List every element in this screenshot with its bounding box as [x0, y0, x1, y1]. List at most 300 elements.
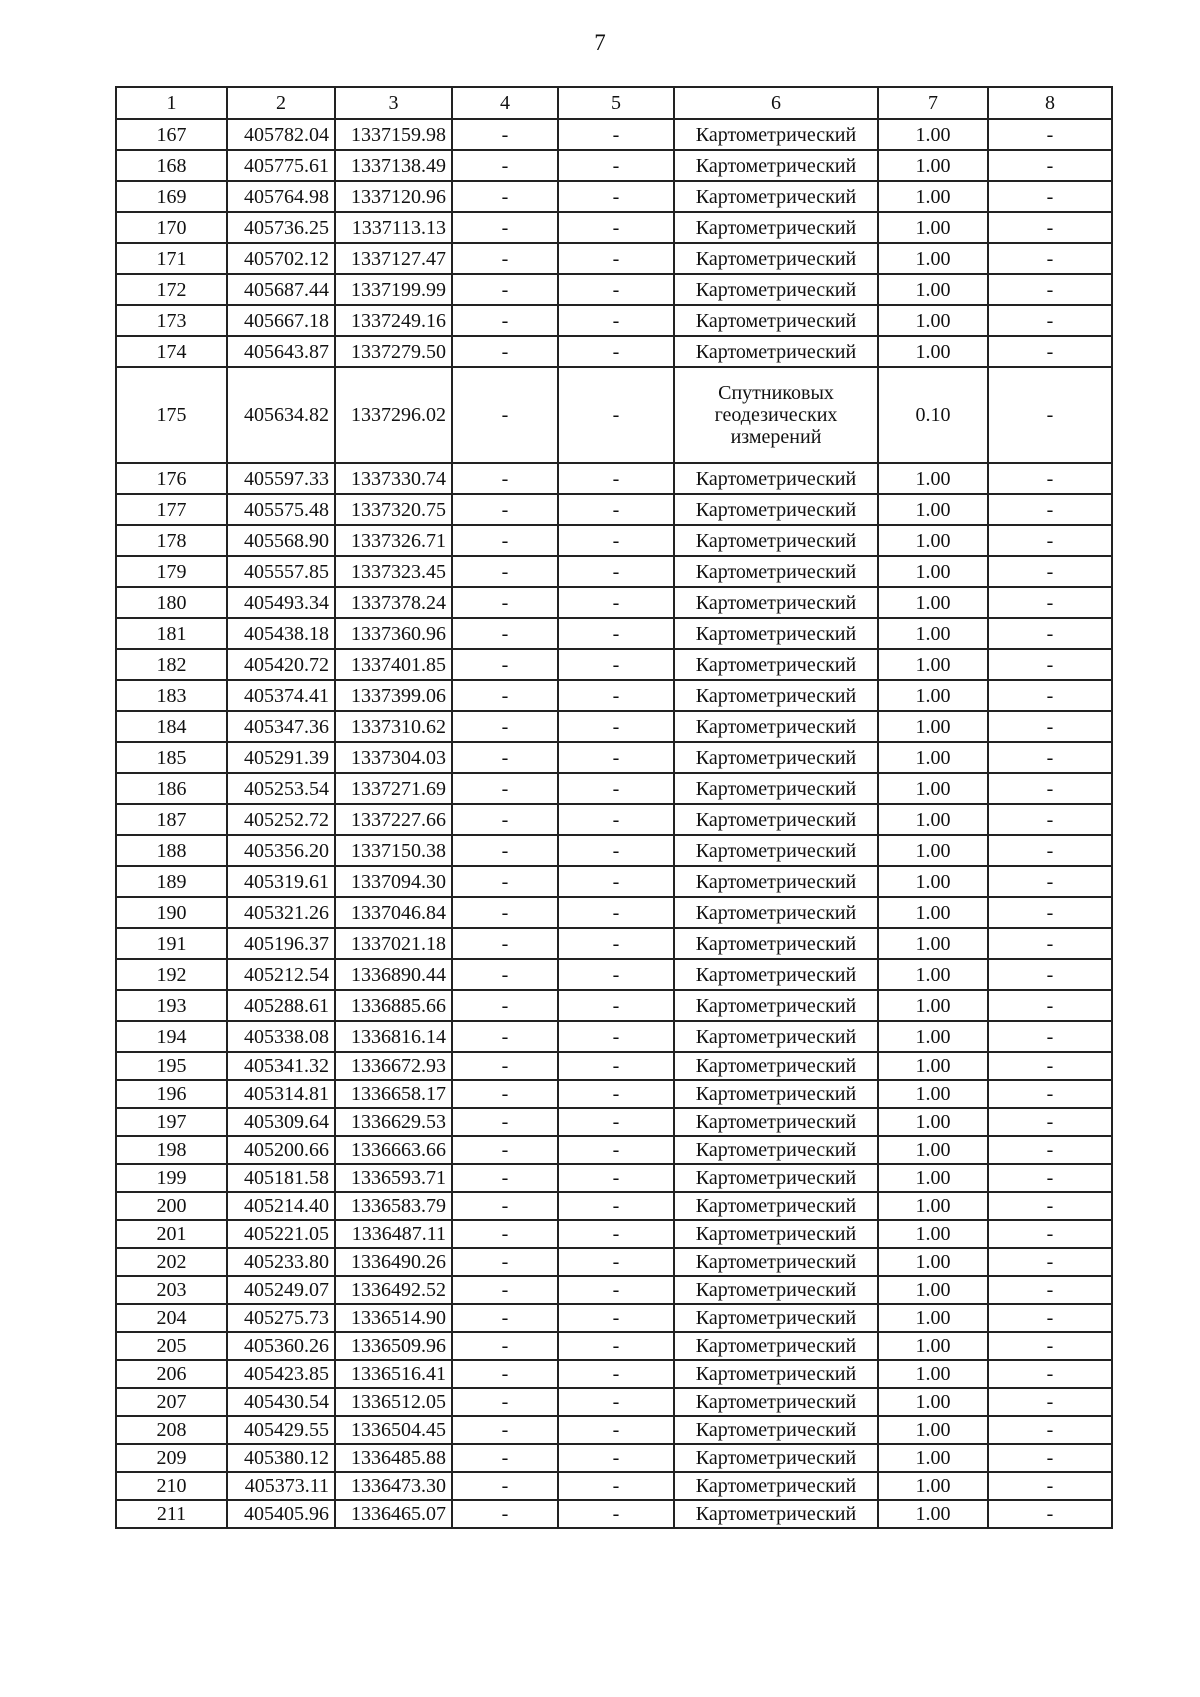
x-coordinate-cell: 405221.05	[227, 1220, 335, 1248]
coordinates-table-body	[116, 87, 1112, 1528]
x-coordinate-cell: 405782.04	[227, 119, 335, 150]
point-number-cell: 208	[116, 1416, 227, 1444]
method-cell: Картометрический	[674, 1332, 878, 1360]
method-cell: Картометрический	[674, 680, 878, 711]
x-coordinate-cell: 405405.96	[227, 1500, 335, 1528]
method-cell: Картометрический	[674, 1276, 878, 1304]
point-number-cell: 193	[116, 990, 227, 1021]
method-cell: Картометрический	[674, 1416, 878, 1444]
x-coordinate-cell: 405420.72	[227, 649, 335, 680]
table-row	[116, 587, 1112, 618]
col8-cell: -	[988, 494, 1112, 525]
y-coordinate-cell: 1336487.11	[335, 1220, 452, 1248]
x-coordinate-cell: 405634.82	[227, 367, 335, 463]
col8-cell: -	[988, 556, 1112, 587]
col5-cell: -	[558, 1192, 674, 1220]
x-coordinate-cell: 405764.98	[227, 181, 335, 212]
y-coordinate-cell: 1336490.26	[335, 1248, 452, 1276]
col4-cell: -	[452, 1248, 558, 1276]
col4-cell: -	[452, 150, 558, 181]
method-cell: Картометрический	[674, 773, 878, 804]
accuracy-cell: 1.00	[878, 804, 988, 835]
col8-cell: -	[988, 463, 1112, 494]
table-row	[116, 1360, 1112, 1388]
point-number-cell: 180	[116, 587, 227, 618]
col8-cell: -	[988, 928, 1112, 959]
x-coordinate-cell: 405702.12	[227, 243, 335, 274]
accuracy-cell: 1.00	[878, 618, 988, 649]
col8-cell: -	[988, 1416, 1112, 1444]
x-coordinate-cell: 405249.07	[227, 1276, 335, 1304]
method-cell: Картометрический	[674, 804, 878, 835]
method-cell: Картометрический	[674, 1164, 878, 1192]
col8-cell: -	[988, 1192, 1112, 1220]
accuracy-cell: 1.00	[878, 1500, 988, 1528]
x-coordinate-cell: 405736.25	[227, 212, 335, 243]
col4-cell: -	[452, 1164, 558, 1192]
col8-cell: -	[988, 119, 1112, 150]
col5-cell: -	[558, 1276, 674, 1304]
col5-cell: -	[558, 1304, 674, 1332]
col5-cell: -	[558, 494, 674, 525]
method-cell: Картометрический	[674, 1192, 878, 1220]
y-coordinate-cell: 1337046.84	[335, 897, 452, 928]
method-cell: Картометрический	[674, 556, 878, 587]
col4-cell: -	[452, 367, 558, 463]
point-number-cell: 176	[116, 463, 227, 494]
y-coordinate-cell: 1337127.47	[335, 243, 452, 274]
col4-cell: -	[452, 1220, 558, 1248]
y-coordinate-cell: 1336516.41	[335, 1360, 452, 1388]
x-coordinate-cell: 405667.18	[227, 305, 335, 336]
method-cell: Картометрический	[674, 212, 878, 243]
method-cell: Картометрический	[674, 336, 878, 367]
col5-cell: -	[558, 119, 674, 150]
col4-cell: -	[452, 1276, 558, 1304]
col5-cell: -	[558, 243, 674, 274]
col5-cell: -	[558, 649, 674, 680]
table-row	[116, 928, 1112, 959]
point-number-cell: 181	[116, 618, 227, 649]
accuracy-cell: 1.00	[878, 1192, 988, 1220]
point-number-cell: 202	[116, 1248, 227, 1276]
col8-cell: -	[988, 1220, 1112, 1248]
col8-cell: -	[988, 773, 1112, 804]
accuracy-cell: 1.00	[878, 463, 988, 494]
col8-cell: -	[988, 742, 1112, 773]
table-row	[116, 1416, 1112, 1444]
col8-cell: -	[988, 1052, 1112, 1080]
method-cell: Картометрический	[674, 866, 878, 897]
col4-cell: -	[452, 1360, 558, 1388]
point-number-cell: 174	[116, 336, 227, 367]
col4-cell: -	[452, 1021, 558, 1052]
table-row	[116, 1304, 1112, 1332]
point-number-cell: 206	[116, 1360, 227, 1388]
method-cell: Картометрический	[674, 1220, 878, 1248]
table-row	[116, 150, 1112, 181]
accuracy-cell: 1.00	[878, 1276, 988, 1304]
col4-cell: -	[452, 305, 558, 336]
col5-cell: -	[558, 1332, 674, 1360]
point-number-cell: 179	[116, 556, 227, 587]
point-number-cell: 205	[116, 1332, 227, 1360]
col4-cell: -	[452, 835, 558, 866]
method-cell: Картометрический	[674, 1136, 878, 1164]
header-cell-8: 8	[988, 87, 1112, 119]
table-row	[116, 1276, 1112, 1304]
x-coordinate-cell: 405291.39	[227, 742, 335, 773]
accuracy-cell: 1.00	[878, 1080, 988, 1108]
y-coordinate-cell: 1337326.71	[335, 525, 452, 556]
method-cell: Картометрический	[674, 711, 878, 742]
point-number-cell: 204	[116, 1304, 227, 1332]
coordinates-table	[115, 86, 1113, 1529]
point-number-cell: 188	[116, 835, 227, 866]
col4-cell: -	[452, 494, 558, 525]
col5-cell: -	[558, 680, 674, 711]
col5-cell: -	[558, 959, 674, 990]
col5-cell: -	[558, 1360, 674, 1388]
table-row	[116, 1164, 1112, 1192]
table-row	[116, 866, 1112, 897]
table-row	[116, 711, 1112, 742]
y-coordinate-cell: 1337271.69	[335, 773, 452, 804]
method-cell: Картометрический	[674, 119, 878, 150]
col5-cell: -	[558, 150, 674, 181]
col8-cell: -	[988, 1108, 1112, 1136]
method-cell: Картометрический	[674, 1360, 878, 1388]
col5-cell: -	[558, 928, 674, 959]
x-coordinate-cell: 405233.80	[227, 1248, 335, 1276]
method-cell: Картометрический	[674, 1444, 878, 1472]
x-coordinate-cell: 405252.72	[227, 804, 335, 835]
y-coordinate-cell: 1337304.03	[335, 742, 452, 773]
col5-cell: -	[558, 1220, 674, 1248]
col4-cell: -	[452, 649, 558, 680]
col8-cell: -	[988, 1021, 1112, 1052]
accuracy-cell: 1.00	[878, 336, 988, 367]
table-row	[116, 649, 1112, 680]
point-number-cell: 168	[116, 150, 227, 181]
method-cell: Картометрический	[674, 1021, 878, 1052]
method-cell: Картометрический	[674, 181, 878, 212]
col8-cell: -	[988, 804, 1112, 835]
y-coordinate-cell: 1337279.50	[335, 336, 452, 367]
point-number-cell: 187	[116, 804, 227, 835]
accuracy-cell: 1.00	[878, 742, 988, 773]
col5-cell: -	[558, 1080, 674, 1108]
y-coordinate-cell: 1336504.45	[335, 1416, 452, 1444]
col8-cell: -	[988, 587, 1112, 618]
col8-cell: -	[988, 1444, 1112, 1472]
y-coordinate-cell: 1337021.18	[335, 928, 452, 959]
accuracy-cell: 1.00	[878, 1444, 988, 1472]
col4-cell: -	[452, 959, 558, 990]
point-number-cell: 167	[116, 119, 227, 150]
accuracy-cell: 1.00	[878, 897, 988, 928]
accuracy-cell: 1.00	[878, 1332, 988, 1360]
table-row	[116, 556, 1112, 587]
col4-cell: -	[452, 1192, 558, 1220]
table-row	[116, 990, 1112, 1021]
accuracy-cell: 1.00	[878, 1248, 988, 1276]
point-number-cell: 196	[116, 1080, 227, 1108]
x-coordinate-cell: 405338.08	[227, 1021, 335, 1052]
col4-cell: -	[452, 1304, 558, 1332]
col8-cell: -	[988, 274, 1112, 305]
accuracy-cell: 1.00	[878, 587, 988, 618]
point-number-cell: 172	[116, 274, 227, 305]
col8-cell: -	[988, 1304, 1112, 1332]
table-row	[116, 1248, 1112, 1276]
y-coordinate-cell: 1337399.06	[335, 680, 452, 711]
y-coordinate-cell: 1336658.17	[335, 1080, 452, 1108]
col8-cell: -	[988, 1136, 1112, 1164]
y-coordinate-cell: 1336593.71	[335, 1164, 452, 1192]
accuracy-cell: 1.00	[878, 243, 988, 274]
col4-cell: -	[452, 556, 558, 587]
col8-cell: -	[988, 1080, 1112, 1108]
col4-cell: -	[452, 463, 558, 494]
col8-cell: -	[988, 835, 1112, 866]
method-cell: Картометрический	[674, 525, 878, 556]
col4-cell: -	[452, 742, 558, 773]
col5-cell: -	[558, 212, 674, 243]
accuracy-cell: 1.00	[878, 150, 988, 181]
col8-cell: -	[988, 897, 1112, 928]
col5-cell: -	[558, 1416, 674, 1444]
col8-cell: -	[988, 866, 1112, 897]
accuracy-cell: 1.00	[878, 525, 988, 556]
table-row	[116, 119, 1112, 150]
accuracy-cell: 1.00	[878, 866, 988, 897]
y-coordinate-cell: 1337150.38	[335, 835, 452, 866]
x-coordinate-cell: 405212.54	[227, 959, 335, 990]
x-coordinate-cell: 405775.61	[227, 150, 335, 181]
col8-cell: -	[988, 959, 1112, 990]
accuracy-cell: 1.00	[878, 1136, 988, 1164]
y-coordinate-cell: 1337330.74	[335, 463, 452, 494]
x-coordinate-cell: 405214.40	[227, 1192, 335, 1220]
table-row	[116, 680, 1112, 711]
accuracy-cell: 1.00	[878, 1416, 988, 1444]
y-coordinate-cell: 1337227.66	[335, 804, 452, 835]
col4-cell: -	[452, 587, 558, 618]
table-row	[116, 1332, 1112, 1360]
header-cell-4: 4	[452, 87, 558, 119]
col8-cell: -	[988, 525, 1112, 556]
col4-cell: -	[452, 928, 558, 959]
table-row	[116, 1192, 1112, 1220]
table-row	[116, 243, 1112, 274]
table-row	[116, 463, 1112, 494]
col4-cell: -	[452, 1052, 558, 1080]
table-row	[116, 181, 1112, 212]
y-coordinate-cell: 1336663.66	[335, 1136, 452, 1164]
col5-cell: -	[558, 711, 674, 742]
accuracy-cell: 1.00	[878, 649, 988, 680]
col5-cell: -	[558, 1108, 674, 1136]
accuracy-cell: 1.00	[878, 711, 988, 742]
table-row	[116, 212, 1112, 243]
method-cell: Картометрический	[674, 1108, 878, 1136]
y-coordinate-cell: 1337159.98	[335, 119, 452, 150]
x-coordinate-cell: 405423.85	[227, 1360, 335, 1388]
col5-cell: -	[558, 1052, 674, 1080]
header-cell-6: 6	[674, 87, 878, 119]
col5-cell: -	[558, 525, 674, 556]
x-coordinate-cell: 405597.33	[227, 463, 335, 494]
y-coordinate-cell: 1337138.49	[335, 150, 452, 181]
method-cell: Картометрический	[674, 1304, 878, 1332]
x-coordinate-cell: 405321.26	[227, 897, 335, 928]
col4-cell: -	[452, 1136, 558, 1164]
x-coordinate-cell: 405429.55	[227, 1416, 335, 1444]
col5-cell: -	[558, 990, 674, 1021]
col5-cell: -	[558, 1500, 674, 1528]
accuracy-cell: 1.00	[878, 212, 988, 243]
point-number-cell: 210	[116, 1472, 227, 1500]
point-number-cell: 178	[116, 525, 227, 556]
point-number-cell: 203	[116, 1276, 227, 1304]
y-coordinate-cell: 1337120.96	[335, 181, 452, 212]
accuracy-cell: 1.00	[878, 1304, 988, 1332]
accuracy-cell: 1.00	[878, 1052, 988, 1080]
accuracy-cell: 1.00	[878, 119, 988, 150]
x-coordinate-cell: 405643.87	[227, 336, 335, 367]
method-cell: Картометрический	[674, 897, 878, 928]
table-row	[116, 305, 1112, 336]
col8-cell: -	[988, 367, 1112, 463]
y-coordinate-cell: 1337249.16	[335, 305, 452, 336]
table-row	[116, 367, 1112, 463]
y-coordinate-cell: 1336816.14	[335, 1021, 452, 1052]
col5-cell: -	[558, 866, 674, 897]
col8-cell: -	[988, 1164, 1112, 1192]
y-coordinate-cell: 1336465.07	[335, 1500, 452, 1528]
point-number-cell: 195	[116, 1052, 227, 1080]
accuracy-cell: 1.00	[878, 1220, 988, 1248]
x-coordinate-cell: 405360.26	[227, 1332, 335, 1360]
col5-cell: -	[558, 742, 674, 773]
header-cell-1: 1	[116, 87, 227, 119]
table-row	[116, 525, 1112, 556]
table-row	[116, 1220, 1112, 1248]
col5-cell: -	[558, 274, 674, 305]
col5-cell: -	[558, 336, 674, 367]
col4-cell: -	[452, 711, 558, 742]
point-number-cell: 177	[116, 494, 227, 525]
x-coordinate-cell: 405253.54	[227, 773, 335, 804]
accuracy-cell: 1.00	[878, 1021, 988, 1052]
table-header-row	[116, 87, 1112, 119]
col5-cell: -	[558, 835, 674, 866]
table-row	[116, 773, 1112, 804]
accuracy-cell: 1.00	[878, 305, 988, 336]
table-row	[116, 1052, 1112, 1080]
col5-cell: -	[558, 1472, 674, 1500]
accuracy-cell: 1.00	[878, 773, 988, 804]
x-coordinate-cell: 405557.85	[227, 556, 335, 587]
method-cell: Картометрический	[674, 959, 878, 990]
table-row	[116, 804, 1112, 835]
point-number-cell: 189	[116, 866, 227, 897]
accuracy-cell: 1.00	[878, 1108, 988, 1136]
col4-cell: -	[452, 1500, 558, 1528]
y-coordinate-cell: 1336512.05	[335, 1388, 452, 1416]
table-row	[116, 1444, 1112, 1472]
col5-cell: -	[558, 1248, 674, 1276]
x-coordinate-cell: 405200.66	[227, 1136, 335, 1164]
table-row	[116, 1388, 1112, 1416]
y-coordinate-cell: 1336672.93	[335, 1052, 452, 1080]
accuracy-cell: 1.00	[878, 494, 988, 525]
method-cell: Картометрический	[674, 1052, 878, 1080]
col5-cell: -	[558, 773, 674, 804]
method-cell: Картометрический	[674, 1080, 878, 1108]
method-cell: Картометрический	[674, 928, 878, 959]
table-row	[116, 1021, 1112, 1052]
col4-cell: -	[452, 1472, 558, 1500]
method-cell: Картометрический	[674, 835, 878, 866]
y-coordinate-cell: 1336583.79	[335, 1192, 452, 1220]
col4-cell: -	[452, 274, 558, 305]
table-row	[116, 494, 1112, 525]
col8-cell: -	[988, 336, 1112, 367]
point-number-cell: 192	[116, 959, 227, 990]
col8-cell: -	[988, 181, 1112, 212]
y-coordinate-cell: 1336890.44	[335, 959, 452, 990]
page-number: 7	[594, 30, 606, 55]
col5-cell: -	[558, 367, 674, 463]
col4-cell: -	[452, 1388, 558, 1416]
point-number-cell: 169	[116, 181, 227, 212]
col8-cell: -	[988, 1500, 1112, 1528]
col4-cell: -	[452, 1416, 558, 1444]
x-coordinate-cell: 405341.32	[227, 1052, 335, 1080]
table-row	[116, 1080, 1112, 1108]
x-coordinate-cell: 405430.54	[227, 1388, 335, 1416]
point-number-cell: 185	[116, 742, 227, 773]
accuracy-cell: 1.00	[878, 1360, 988, 1388]
method-cell: Картометрический	[674, 618, 878, 649]
col4-cell: -	[452, 525, 558, 556]
col5-cell: -	[558, 1021, 674, 1052]
x-coordinate-cell: 405347.36	[227, 711, 335, 742]
method-cell: Картометрический	[674, 990, 878, 1021]
y-coordinate-cell: 1336629.53	[335, 1108, 452, 1136]
col5-cell: -	[558, 618, 674, 649]
method-cell: Картометрический	[674, 243, 878, 274]
col5-cell: -	[558, 556, 674, 587]
accuracy-cell: 1.00	[878, 1164, 988, 1192]
col4-cell: -	[452, 990, 558, 1021]
y-coordinate-cell: 1337113.13	[335, 212, 452, 243]
point-number-cell: 183	[116, 680, 227, 711]
col8-cell: -	[988, 243, 1112, 274]
col8-cell: -	[988, 1248, 1112, 1276]
accuracy-cell: 1.00	[878, 835, 988, 866]
x-coordinate-cell: 405687.44	[227, 274, 335, 305]
y-coordinate-cell: 1336514.90	[335, 1304, 452, 1332]
accuracy-cell: 1.00	[878, 928, 988, 959]
x-coordinate-cell: 405374.41	[227, 680, 335, 711]
col5-cell: -	[558, 1164, 674, 1192]
table-row	[116, 1472, 1112, 1500]
method-cell: Картометрический	[674, 150, 878, 181]
y-coordinate-cell: 1336473.30	[335, 1472, 452, 1500]
